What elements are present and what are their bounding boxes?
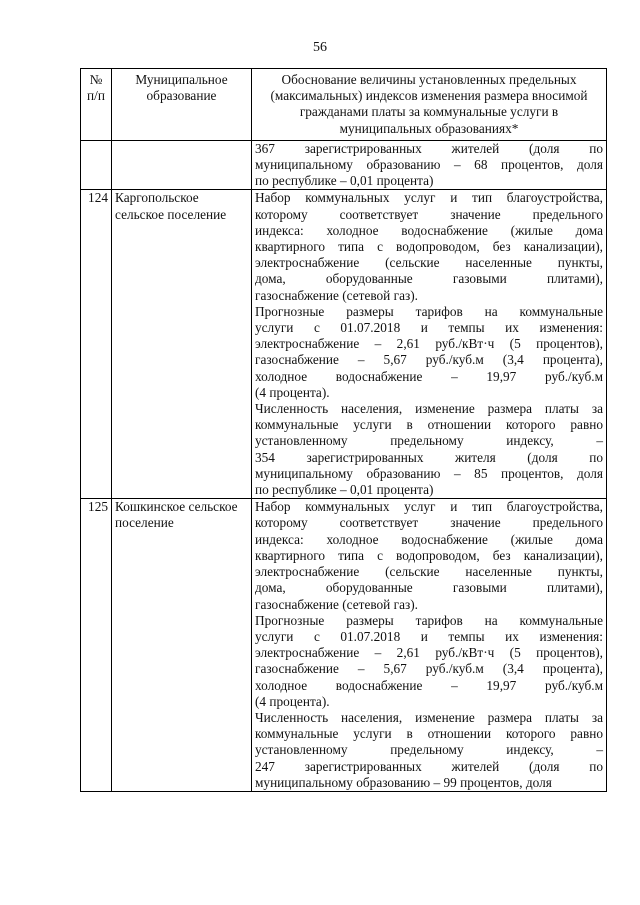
text-line: дома, оборудованные газовыми плитами), (255, 271, 603, 287)
table-row (81, 190, 607, 499)
justification-text (252, 140, 607, 190)
justification-paragraph (255, 190, 603, 303)
text-line: Прогнозные размеры тарифов на коммунальные (255, 612, 603, 628)
text-line: (4 процента). (255, 384, 330, 400)
text-line: Набор коммунальных услуг и тип благоустройства, (255, 190, 603, 206)
table-row (81, 140, 607, 190)
municipality-name: Кошкинское сельское поселение (112, 499, 252, 792)
text-line: электроснабжение (сельские населенные пункты, (255, 255, 603, 271)
row-number: 124 (81, 190, 112, 499)
text-line: электроснабжение – 2,61 руб./кВт·ч (5 процентов), (255, 336, 603, 352)
justification-text (252, 190, 607, 499)
text-line: Прогнозные размеры тарифов на коммунальные (255, 303, 603, 319)
text-line: (4 процента). (255, 693, 330, 709)
text-line: электроснабжение – 2,61 руб./кВт·ч (5 процентов), (255, 645, 603, 661)
text-line: по республике – 0,01 процента) (255, 482, 434, 498)
justification-paragraph (255, 304, 603, 401)
justification-text (252, 499, 607, 792)
justification-paragraph (255, 499, 603, 612)
text-line: муниципальному образованию – 85 процентов, доля (255, 465, 603, 481)
text-line: газоснабжение (сетевой газ). (255, 287, 418, 303)
text-line: услуги с 01.07.2018 и темпы их изменения: (255, 628, 603, 644)
text-line: дома, оборудованные газовыми плитами), (255, 580, 603, 596)
justification-paragraph (255, 613, 603, 710)
header-justification: Обоснование величины установленных предельных (максимальных) индексов изменения размера вносимой гражданами платы за коммунальные услуги в муниципальных образованиях* (252, 69, 607, 141)
justification-paragraph (255, 401, 603, 498)
text-line: коммунальные услуги в отношении которого равно (255, 726, 603, 742)
text-line: электроснабжение (сельские населенные пункты, (255, 564, 603, 580)
header-municipality: Муниципальное образование (112, 69, 252, 141)
text-line: услуги с 01.07.2018 и темпы их изменения: (255, 320, 603, 336)
justification-paragraph (255, 710, 603, 791)
table-header-row (81, 69, 607, 141)
text-line: которому соответствует значение предельного (255, 515, 603, 531)
justification-paragraph (255, 141, 603, 190)
text-line: 354 зарегистрированных жителя (доля по (255, 449, 603, 465)
municipality-name (112, 140, 252, 190)
text-line: индекса: холодное водоснабжение (жилые дома (255, 222, 603, 238)
municipality-name: Каргопольское сельское поселение (112, 190, 252, 499)
text-line: муниципальному образованию – 68 процентов, доля (255, 157, 603, 173)
text-line: 247 зарегистрированных жителей (доля по (255, 758, 603, 774)
text-line: которому соответствует значение предельного (255, 206, 603, 222)
text-line: установленному предельному индексу, – (255, 742, 603, 758)
text-line: по республике – 0,01 процента) (255, 173, 434, 189)
text-line: установленному предельному индексу, – (255, 433, 603, 449)
header-number: № п/п (81, 69, 112, 141)
text-line: квартирного типа с водопроводом, без канализации), (255, 547, 603, 563)
text-line: газоснабжение – 5,67 руб./куб.м (3,4 процента), (255, 661, 603, 677)
text-line: коммунальные услуги в отношении которого равно (255, 417, 603, 433)
row-number: 125 (81, 499, 112, 792)
text-line: муниципальному образованию – 99 процентов, доля (255, 774, 552, 790)
text-line: 367 зарегистрированных жителей (доля по (255, 140, 603, 156)
table-row (81, 499, 607, 792)
text-line: Набор коммунальных услуг и тип благоустройства, (255, 499, 603, 515)
text-line: холодное водоснабжение – 19,97 руб./куб.м (255, 677, 603, 693)
text-line: Численность населения, изменение размера платы за (255, 709, 603, 725)
text-line: газоснабжение (сетевой газ). (255, 596, 418, 612)
text-line: индекса: холодное водоснабжение (жилые дома (255, 531, 603, 547)
text-line: холодное водоснабжение – 19,97 руб./куб.м (255, 368, 603, 384)
text-line: Численность населения, изменение размера платы за (255, 401, 603, 417)
page-number: 56 (313, 40, 327, 55)
text-line: газоснабжение – 5,67 руб./куб.м (3,4 процента), (255, 352, 603, 368)
row-number (81, 140, 112, 190)
text-line: квартирного типа с водопроводом, без канализации), (255, 239, 603, 255)
indices-table (80, 68, 607, 792)
table-body (81, 140, 607, 791)
